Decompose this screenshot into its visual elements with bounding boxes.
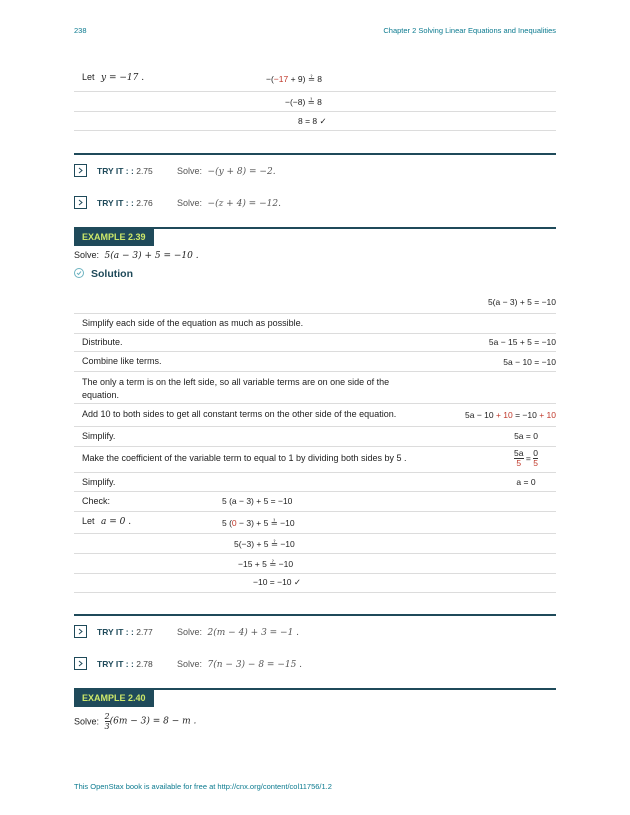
check-line-1: −(−17 + 9) ≟ 8 — [266, 74, 323, 84]
example-problem: Solve: 5(a − 3) + 5 = −10 . — [74, 250, 199, 261]
divider — [74, 511, 556, 512]
example-badge: EXAMPLE 2.40 — [74, 690, 154, 707]
example-problem: Solve: $\frac{2}{3}$ (6m − 3) = 8 − m . — [74, 712, 197, 731]
divider — [74, 446, 556, 447]
divider — [74, 472, 556, 473]
chevron-right-icon[interactable] — [74, 657, 87, 670]
step-text: Combine like terms. — [82, 356, 162, 366]
chevron-right-icon[interactable] — [74, 625, 87, 638]
divider — [74, 553, 556, 554]
divider — [74, 592, 556, 593]
check-line-2: −(−8) ≟ 8 — [285, 97, 322, 107]
try-it-label: TRY IT : : 2.75 — [97, 166, 153, 176]
page-number: 238 — [74, 26, 87, 35]
chapter-title: Chapter 2 Solving Linear Equations and Inequalities — [383, 26, 556, 35]
divider — [74, 533, 556, 534]
check-let-row: Let y = −17 . — [82, 72, 145, 83]
check-label: Check: — [82, 496, 111, 506]
step-text: Make the coefficient of the variable term to equal to 1 by dividing both sides by 5 . — [82, 453, 407, 463]
divider — [74, 371, 556, 372]
step-text: Distribute. — [82, 337, 123, 347]
try-it-divider — [74, 614, 556, 616]
divider — [74, 491, 556, 492]
step-math: 5a − 15 + 5 = −10 — [488, 337, 556, 347]
divider — [74, 351, 556, 352]
try-it-problem: Solve: −(y + 8) = −2. — [177, 166, 276, 177]
step-math: a = 0 — [516, 477, 536, 487]
step-math: 5a − 10 = −10 — [503, 357, 556, 367]
solution-heading: Solution — [91, 268, 133, 280]
try-it-problem: Solve: 7(n − 3) − 8 = −15 . — [177, 659, 303, 670]
check-let-row: Let a = 0 . — [82, 516, 132, 527]
initial-equation: 5(a − 3) + 5 = −10 — [487, 297, 556, 307]
check-circle-icon — [74, 268, 84, 278]
divider — [74, 130, 556, 131]
example-badge: EXAMPLE 2.39 — [74, 229, 154, 246]
footer-text: This OpenStax book is available for free at http://cnx.org/content/col11756/1.2 — [74, 782, 332, 791]
check-line-2: 5(−3) + 5 ≟ −10 — [234, 539, 295, 549]
step-text: Simplify. — [82, 477, 116, 487]
try-it-label: TRY IT : : 2.78 — [97, 659, 153, 669]
step-text: Simplify. — [82, 431, 116, 441]
check-equation: 5 (a − 3) + 5 = −10 — [222, 496, 293, 506]
step-math: 5a − 10 + 10 = −10 + 10 — [465, 410, 556, 420]
step-text: The only a term is on the left side, so all variable terms are on one side of the equation. — [82, 377, 390, 400]
try-it-label: TRY IT : : 2.76 — [97, 198, 153, 208]
check-line-4: −10 = −10 ✓ — [253, 577, 302, 587]
check-substitution: 5 (0 − 3) + 5 ≟ −10 — [222, 518, 295, 528]
divider — [74, 403, 556, 404]
divider — [74, 313, 556, 314]
divider — [74, 333, 556, 334]
divider — [74, 573, 556, 574]
chevron-right-icon[interactable] — [74, 196, 87, 209]
try-it-problem: Solve: −(z + 4) = −12. — [177, 198, 281, 209]
divider — [74, 426, 556, 427]
step-text: Add 10 to both sides to get all constant terms on the other side of the equation. — [82, 409, 397, 419]
step-math-fraction: $\frac{5a}{5}$ = $\frac{0}{5}$ — [514, 448, 538, 468]
divider — [74, 111, 556, 112]
check-line-3: −15 + 5 ≟ −10 — [238, 559, 294, 569]
try-it-divider — [74, 153, 556, 155]
step-text: Simplify each side of the equation as much as possible. — [82, 318, 304, 328]
check-line-3: 8 = 8 ✓ — [298, 116, 327, 126]
divider — [74, 91, 556, 92]
try-it-label: TRY IT : : 2.77 — [97, 627, 153, 637]
try-it-problem: Solve: 2(m − 4) + 3 = −1 . — [177, 627, 300, 638]
step-math: 5a = 0 — [514, 431, 538, 441]
chevron-right-icon[interactable] — [74, 164, 87, 177]
